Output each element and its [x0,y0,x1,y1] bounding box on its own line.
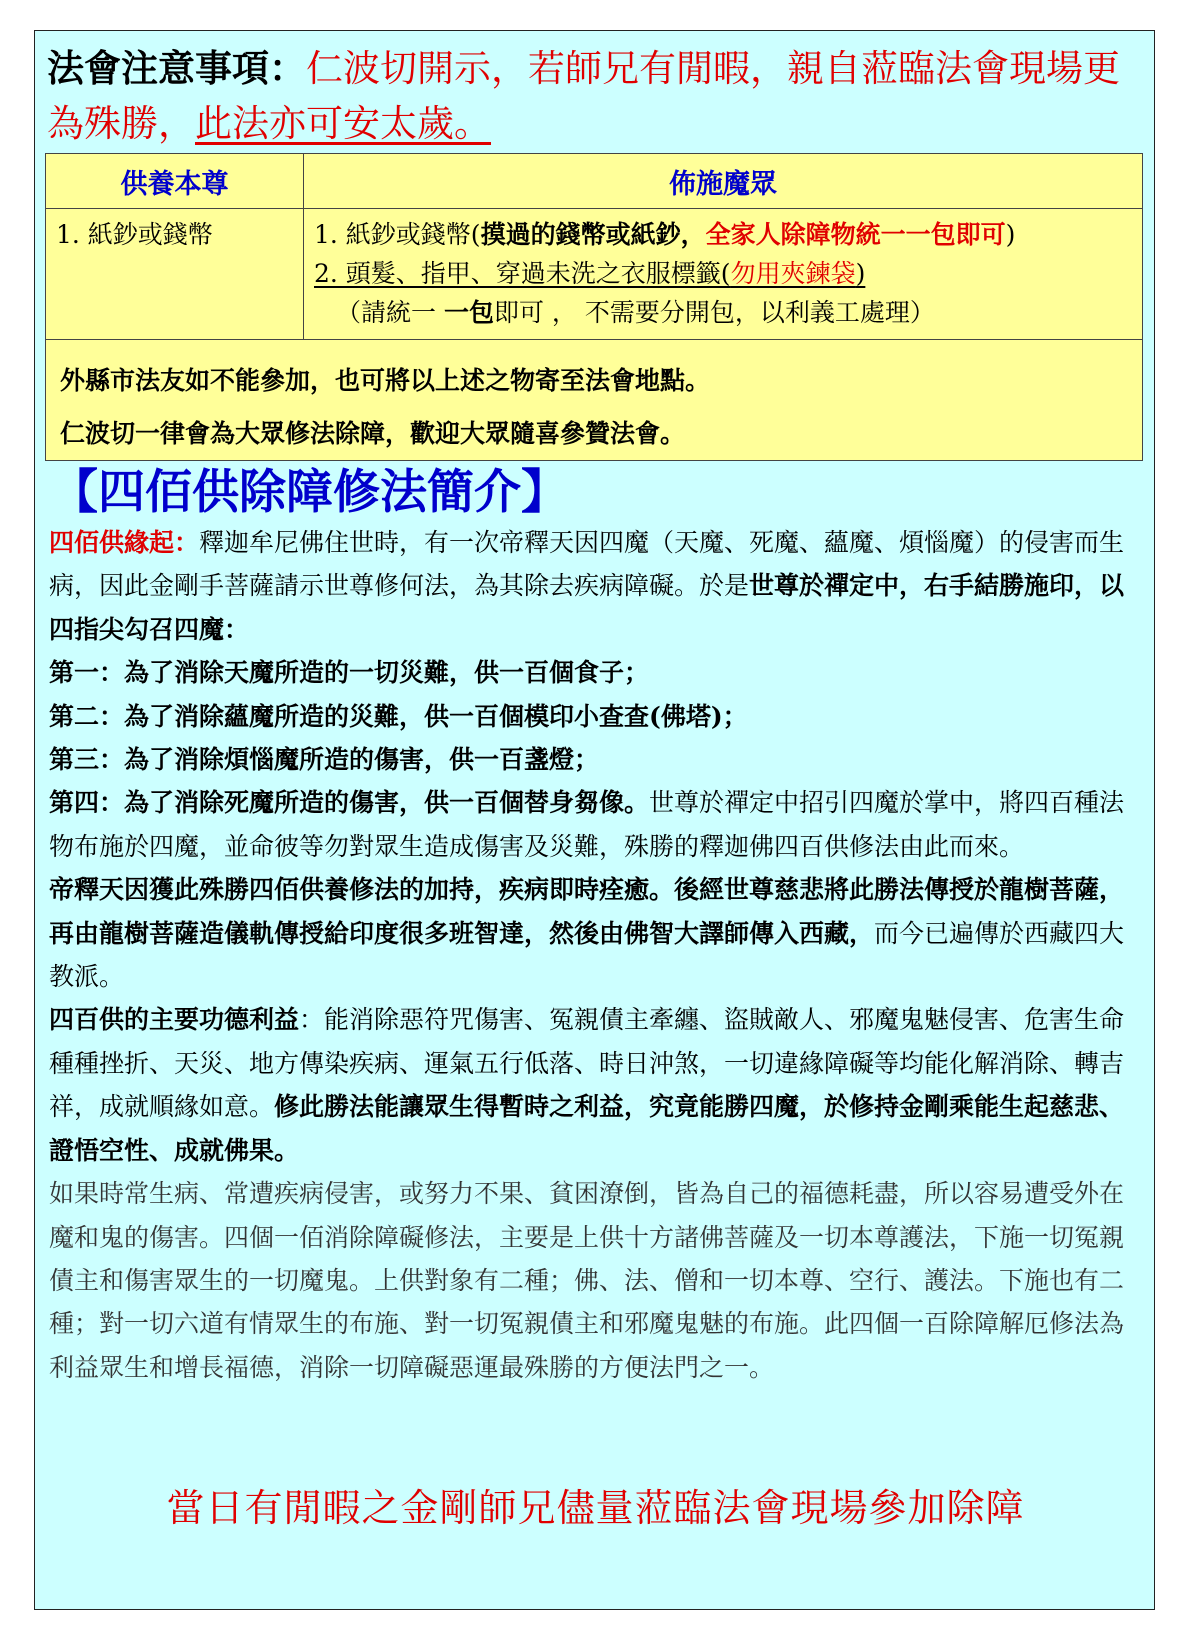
page-frame [34,30,1155,1610]
offering-item-4-text: 世尊於禪定中招引四魔於掌中，將四百種法物布施於四魔，並命彼等勿對眾生造成傷害及災難，殊勝的釋迦佛四百供修法由此而來。 [49,788,1125,861]
demons-item-1-a: 1. 紙鈔或錢幣( [314,220,481,249]
origin-bold: 世尊於禪定中，右手結勝施印，以四指尖勾召四魔： [49,571,1125,644]
explanation-paragraph: 如果時常生病、常遭疾病侵害，或努力不果、貧困潦倒，皆為自己的福德耗盡，所以容易遭受外在魔和鬼的傷害。四個一佰消除障礙修法，主要是上供十方諸佛菩薩及一切本尊護法，下施一切冤親債主和傷害眾生的一切魔鬼。上供對象有二種；佛、法、僧和一切本尊、空行、護法。下施也有二種；對一切六道有情眾生的布施、對一切冤親債主和邪魔鬼魅的布施。此四個一百除障解厄修法為利益眾生和增長福德，消除一切障礙惡運最殊勝的方便法門之一。 [49,1179,1125,1382]
demons-item-1-b: 摸過的錢幣或紙鈔， [480,220,706,249]
offering-item-2: 第二：為了消除蘊魔所造的災難，供一百個模印小查查(佛塔)； [49,701,748,731]
demons-item-2 [314,254,1142,293]
origin-paragraph [49,521,1143,651]
benefits-paragraph [49,998,1143,1172]
notice-text: 仁波切開示，若師兄有閒暇，親自蒞臨法會現場更為殊勝， [47,47,1120,145]
benefits-colon: ： [299,1005,325,1035]
benefits-text: 能消除惡符咒傷害、冤親債主牽纏、盜賊敵人、邪魔鬼魅侵害、危害生命種種挫折、天災、地方傳染疾病、運氣五行低落、時日沖煞，一切違緣障礙等均能化解消除、轉吉祥，成就順緣如意。 [49,1005,1125,1122]
offering-table [45,153,1143,461]
benefits-lead: 四百供的主要功德利益 [49,1005,300,1035]
origin-lead: 四佰供緣起： [49,528,200,557]
demons-item-1 [314,215,1142,254]
closing-line: 當日有閒暇之金剛師兄儘量蒞臨法會現場參加除障 [166,1486,1025,1530]
demons-item-2-b: 勿用夾鍊袋 [730,259,856,288]
section-title: 【四佰供除障修法簡介】 [51,465,568,520]
col2-header: 佈施魔眾 [304,154,1143,209]
notice-block [47,41,1137,151]
transmission-bold: 帝釋天因獲此殊勝四佰供養修法的加持，疾病即時痊癒。後經世尊慈悲將此勝法傳授於龍樹菩薩，再由龍樹菩薩造儀軌傳授給印度很多班智達，然後由佛智大譯師傳入西藏， [49,875,1125,948]
demons-item-2-c: ) [855,259,866,288]
offering-deity-cell [46,209,304,340]
transmission-text: 而今已遍傳於西藏四大教派。 [49,918,1125,992]
article-body [49,521,1143,1389]
benefits-bold: 修此勝法能讓眾生得暫時之利益，究竟能勝四魔，於修持金剛乘能生起慈悲、證悟空性、成就佛果。 [49,1092,1125,1165]
offering-item-4 [49,781,1143,868]
demons-item-1-c: 全家人除障物統一一包即可 [705,220,1006,249]
demons-item-2-a: 2. 頭髮、指甲、穿過未洗之衣服標籤( [314,259,731,288]
offering-item-4-bold: 第四：為了消除死魔所造的傷害，供一百個替身芻像。 [49,788,650,818]
transmission-paragraph [49,868,1143,998]
demons-note [314,293,1142,332]
notice-highlight: 此法亦可安太歲。 [195,102,491,145]
col1-header: 供養本尊 [46,154,304,209]
footer-line-1: 外縣市法友如不能參加，也可將以上述之物寄至法會地點。 [60,366,711,395]
demons-item-1-d: ) [1005,220,1016,249]
demons-note-a: （請統一 [336,298,444,327]
footer-line-2: 仁波切一律會為大眾修法除障，歡迎大眾隨喜參贊法會。 [60,419,686,448]
offering-item-3: 第三：為了消除煩惱魔所造的傷害，供一百盞燈； [49,745,600,775]
offering-demons-cell [304,209,1143,340]
origin-text: 釋迦牟尼佛住世時，有一次帝釋天因四魔（天魔、死魔、蘊魔、煩惱魔）的侵害而生病，因此金剛手菩薩請示世尊修何法，為其除去疾病障礙。於是 [49,528,1125,601]
offering-deity-item: 1. 紙鈔或錢幣 [56,220,213,249]
notice-label: 法會注意事項： [47,46,306,90]
offering-item-1: 第一：為了消除天魔所造的一切災難，供一百個食子； [49,658,650,688]
demons-note-c: 即可 ， 不需要分開包，以利義工處理） [493,298,935,327]
table-footer [46,340,1143,461]
demons-note-b: 一包 [443,298,494,327]
